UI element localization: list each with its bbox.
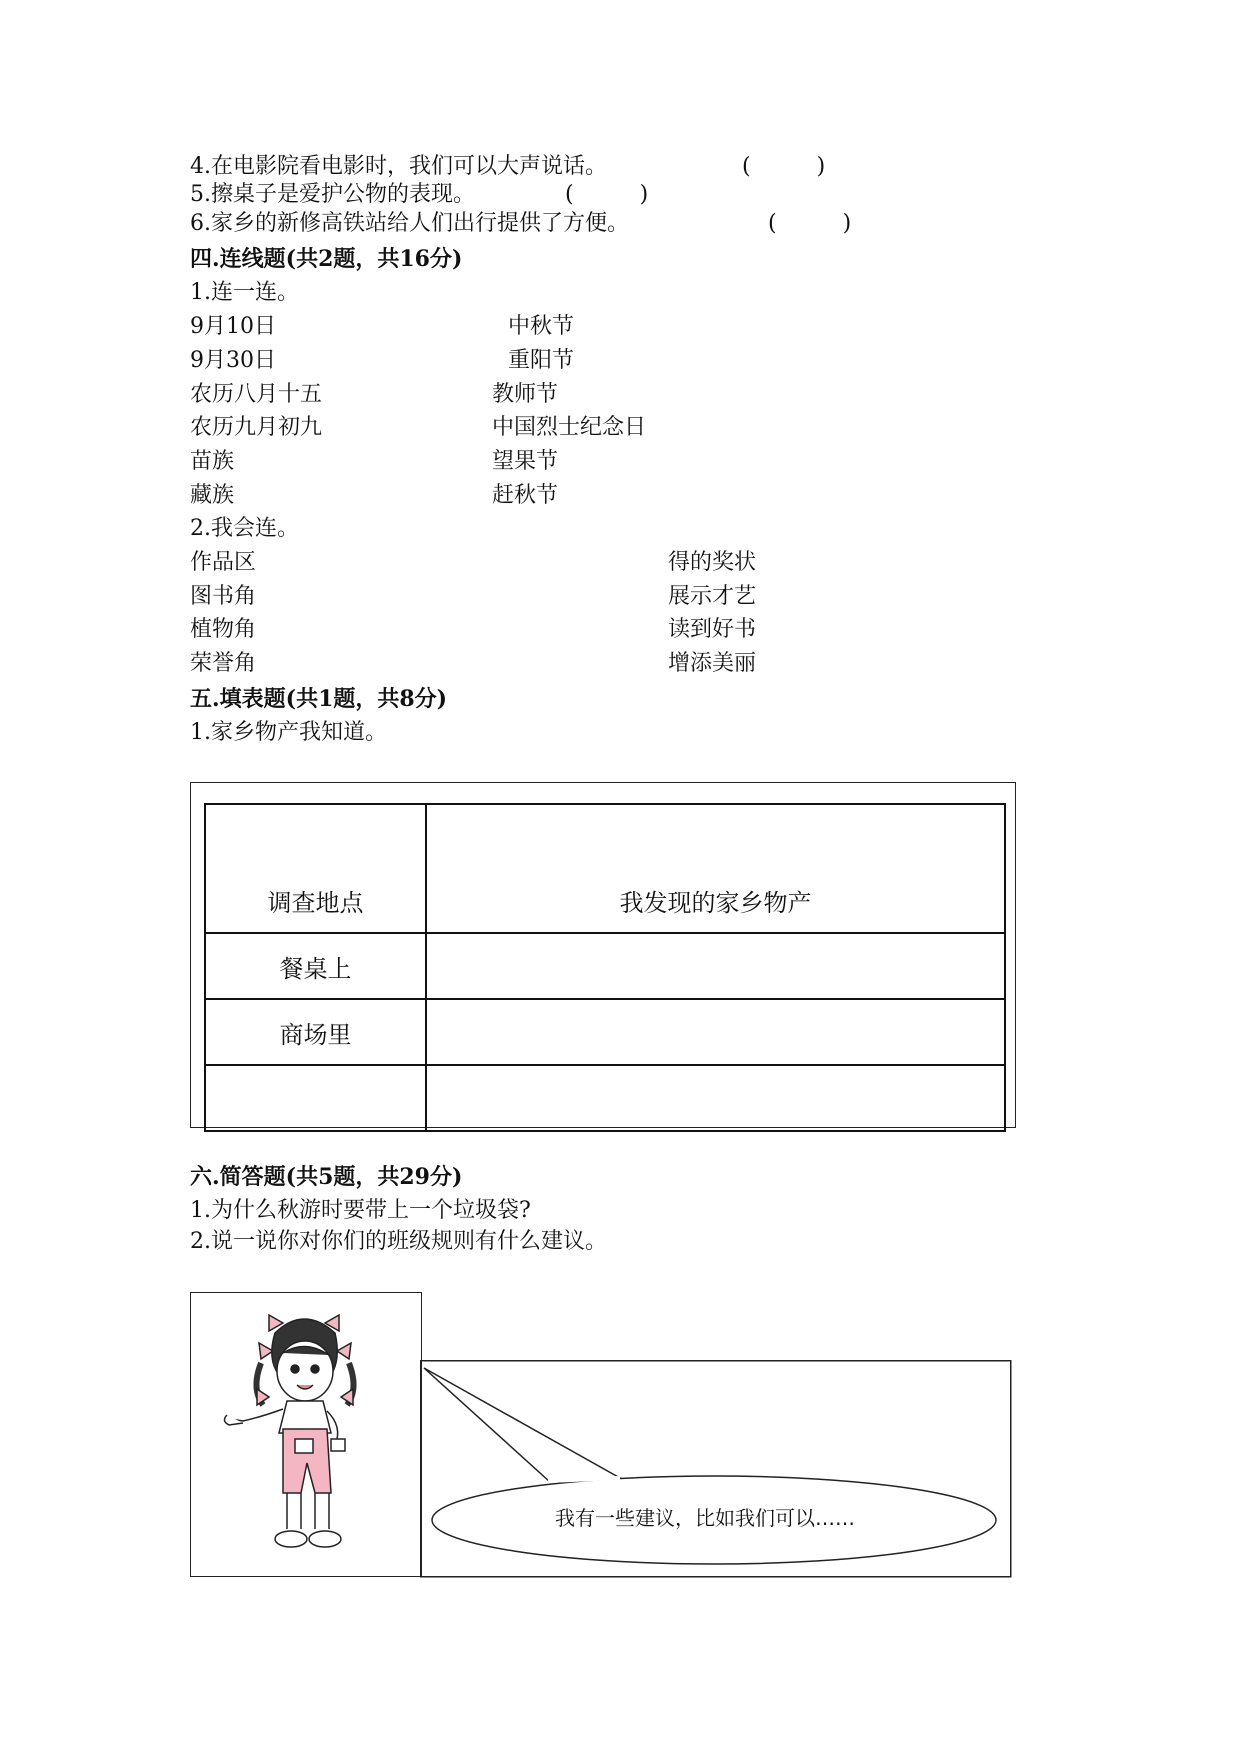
match-right-item[interactable]: 重阳节 [508, 348, 575, 373]
match-right-item[interactable]: 增添美丽 [668, 651, 757, 676]
speech-tail [424, 1368, 620, 1482]
judgement-q4 [190, 152, 607, 182]
section-heading: 四.连线题(共2题，共16分) [190, 246, 463, 272]
match-left-item[interactable]: 植物角 [190, 617, 257, 642]
question-title: 1.连一连。 [190, 280, 299, 305]
speech-bubble [420, 1360, 1012, 1578]
question-text: 4.在电影院看电影时，我们可以大声说话。 [190, 154, 607, 179]
answer-paren[interactable]: ( ) [768, 211, 852, 236]
match-left-item[interactable]: 藏族 [190, 483, 235, 508]
match-right-item[interactable]: 赶秋节 [492, 483, 559, 508]
match-right-item[interactable]: 展示才艺 [668, 584, 757, 609]
match-right-item[interactable]: 得的奖状 [668, 550, 757, 575]
match-right-item[interactable]: 中国烈士纪念日 [492, 415, 647, 440]
match-left-item[interactable]: 农历九月初九 [190, 415, 323, 440]
survey-table [204, 803, 1006, 1132]
table-row [205, 1065, 1005, 1131]
table-header-cell: 调查地点 [205, 804, 426, 933]
question-text: 6.家乡的新修高铁站给人们出行提供了方便。 [190, 211, 629, 236]
match-left-item[interactable]: 图书角 [190, 584, 257, 609]
match-left-item[interactable]: 荣誉角 [190, 651, 257, 676]
question-title: 1.家乡物产我知道。 [190, 720, 387, 745]
table-cell-answer[interactable] [426, 999, 1005, 1065]
section-heading: 六.简答题(共5题，共29分) [190, 1164, 463, 1190]
girl-illustration-frame [190, 1292, 422, 1577]
question-text: 1.为什么秋游时要带上一个垃圾袋? [190, 1198, 531, 1223]
match-right-item[interactable]: 望果节 [492, 449, 559, 474]
girl-illustration [191, 1293, 421, 1576]
match-right-item[interactable]: 读到好书 [668, 617, 757, 642]
judgement-q6 [190, 209, 629, 239]
question-title: 2.我会连。 [190, 516, 299, 541]
match-left-item[interactable]: 9月10日 [190, 314, 276, 339]
table-cell-answer[interactable] [426, 933, 1005, 999]
table-header-row [205, 804, 1005, 933]
table-row [205, 933, 1005, 999]
table-cell-answer[interactable] [205, 1065, 426, 1131]
question-text: 5.擦桌子是爱护公物的表现。 [190, 182, 475, 207]
table-cell: 餐桌上 [205, 933, 426, 999]
answer-paren[interactable]: ( ) [742, 154, 826, 179]
table-row [205, 999, 1005, 1065]
table-cell: 商场里 [205, 999, 426, 1065]
match-left-item[interactable]: 农历八月十五 [190, 382, 323, 407]
judgement-q5 [190, 180, 475, 210]
match-left-item[interactable]: 苗族 [190, 449, 235, 474]
match-left-item[interactable]: 9月30日 [190, 348, 276, 373]
question-text: 2.说一说你对你们的班级规则有什么建议。 [190, 1229, 607, 1254]
match-left-item[interactable]: 作品区 [190, 550, 257, 575]
speech-bubble-text: 我有一些建议，比如我们可以…… [555, 1506, 855, 1530]
section-heading: 五.填表题(共1题，共8分) [190, 686, 448, 712]
table-cell-answer[interactable] [426, 1065, 1005, 1131]
match-right-item[interactable]: 中秋节 [508, 314, 575, 339]
match-right-item[interactable]: 教师节 [492, 382, 559, 407]
answer-paren[interactable]: ( ) [565, 182, 649, 207]
table-header-cell: 我发现的家乡物产 [426, 804, 1005, 933]
